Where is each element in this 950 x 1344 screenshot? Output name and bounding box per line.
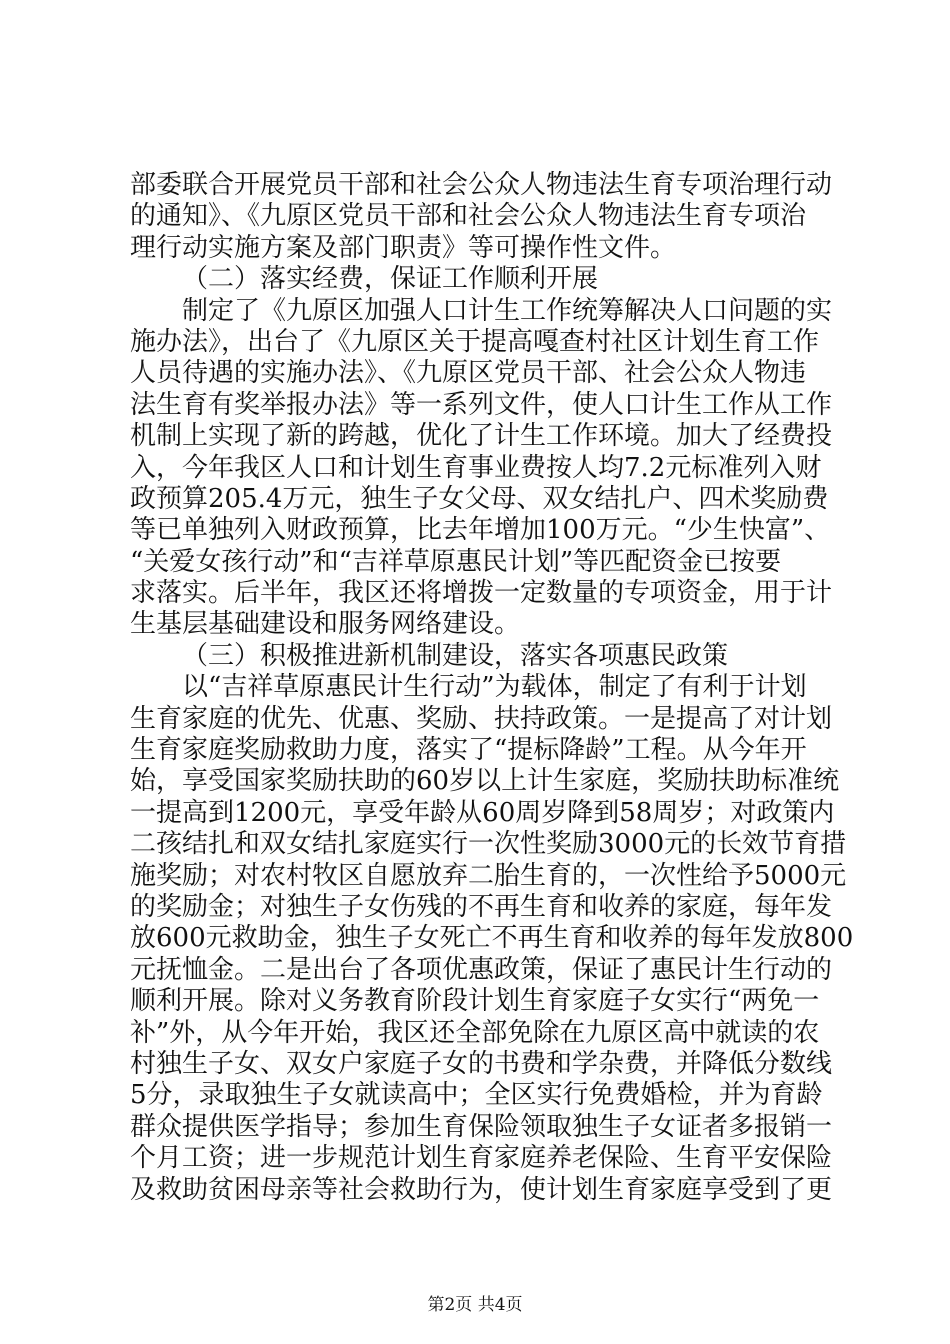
text-line: 生基层基础建设和服务网络建设。 [130, 609, 521, 640]
paragraph [130, 295, 833, 641]
text-line: 法生育有奖举报办法》等一系列文件，使人口计生工作从工作 [130, 389, 833, 420]
section-heading [130, 641, 830, 672]
text-line: 的奖励金；对独生子女伤残的不再生育和收养的家庭，每年发 [130, 891, 833, 922]
text-line: 部委联合开展党员干部和社会公众人物违法生育专项治理行动 [130, 170, 833, 200]
text-line: 机制上实现了新的跨越，优化了计生工作环境。加大了经费投 [130, 421, 833, 452]
text-line: 5分，录取独生子女就读高中；全区实行免费婚检，并为育龄 [130, 1080, 823, 1111]
text-line: 及救助贫困母亲等社会救助行为，使计划生育家庭享受到了更 [130, 1174, 833, 1205]
text-line: 顺利开展。除对义务教育阶段计划生育家庭子女实行“两免一 [130, 986, 820, 1017]
paragraph [130, 170, 833, 264]
text-line: 等已单独列入财政预算，比去年增加100万元。“少生快富”、 [130, 515, 831, 546]
text-line: “关爱女孩行动”和“吉祥草原惠民计划”等匹配资金已按要 [130, 546, 782, 577]
text-line: 村独生子女、双女户家庭子女的书费和学杂费，并降低分数线 [130, 1048, 833, 1079]
text-line: （二）落实经费，保证工作顺利开展 [182, 264, 599, 295]
text-line: 放600元救助金，独生子女死亡不再生育和收养的每年发放800 [130, 923, 854, 954]
text-line: 求落实。后半年，我区还将增拨一定数量的专项资金，用于计 [130, 578, 833, 609]
page-footer [0, 1290, 950, 1315]
page-number-label: 第2页 共4页 [427, 1295, 523, 1315]
text-line: 施奖励；对农村牧区自愿放弃二胎生育的，一次性给予5000元 [130, 860, 847, 891]
text-line: 的通知》、《九原区党员干部和社会公众人物违法生育专项治 [130, 201, 807, 232]
text-line: 二孩结扎和双女结扎家庭实行一次性奖励3000元的长效节育措 [130, 829, 847, 860]
text-line: 生育家庭奖励救助力度，落实了“提标降龄”工程。从今年开 [130, 735, 807, 766]
text-line: 入，今年我区人口和计划生育事业费按人均7.2元标准列入财 [130, 452, 822, 483]
text-line: 个月工资；进一步规范计划生育家庭养老保险、生育平安保险 [130, 1143, 833, 1174]
section-heading [130, 264, 830, 295]
text-line: 制定了《九原区加强人口计生工作统筹解决人口问题的实 [182, 295, 833, 326]
text-line: 施办法》，出台了《九原区关于提高嘎查村社区计划生育工作 [130, 326, 820, 357]
paragraph [130, 672, 854, 1206]
text-line: （三）积极推进新机制建设，落实各项惠民政策 [182, 640, 729, 671]
text-line: 始，享受国家奖励扶助的60岁以上计生家庭，奖励扶助标准统 [130, 766, 840, 797]
document-body [130, 170, 854, 1206]
text-line: 一提高到1200元，享受年龄从60周岁降到58周岁；对政策内 [130, 797, 835, 828]
text-line: 以“吉祥草原惠民计生行动”为载体，制定了有利于计划 [182, 672, 807, 703]
text-line: 政预算205.4万元，独生子女父母、双女结扎户、四术奖励费 [130, 483, 829, 514]
text-line: 生育家庭的优先、优惠、奖励、扶持政策。一是提高了对计划 [130, 703, 833, 734]
text-line: 元抚恤金。二是出台了各项优惠政策，保证了惠民计生行动的 [130, 954, 833, 985]
text-line: 人员待遇的实施办法》、《九原区党员干部、社会公众人物违 [130, 358, 807, 389]
text-line: 群众提供医学指导；参加生育保险领取独生子女证者多报销一 [130, 1111, 833, 1142]
text-line: 补”外，从今年开始，我区还全部免除在九原区高中就读的农 [130, 1017, 820, 1048]
text-line: 理行动实施方案及部门职责》等可操作性文件。 [130, 232, 677, 263]
